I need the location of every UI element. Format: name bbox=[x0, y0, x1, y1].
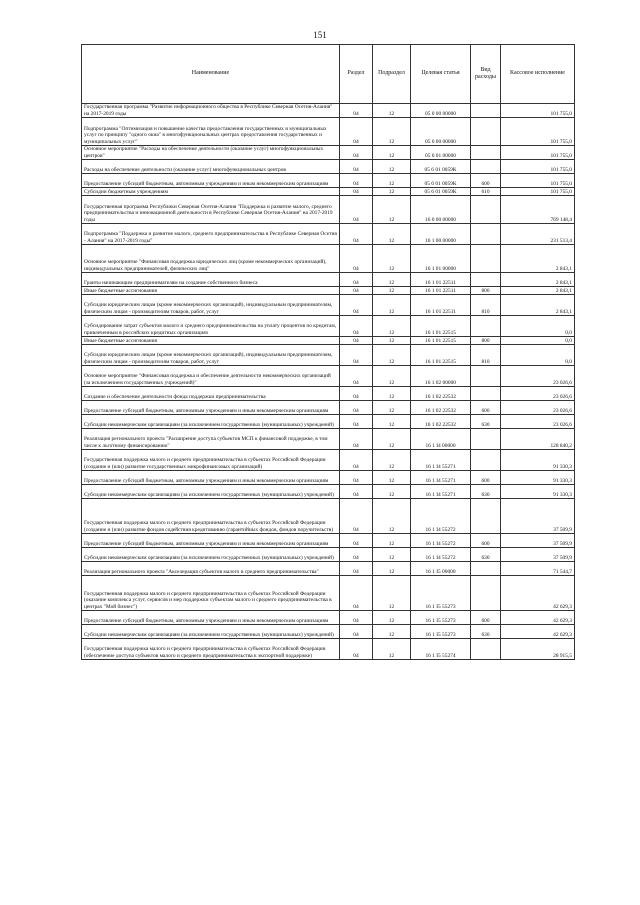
table-row bbox=[82, 224, 575, 245]
table-row bbox=[82, 548, 575, 562]
cell-target: 16 1 01 22515 bbox=[411, 316, 471, 337]
cell-subsection: 12 bbox=[373, 196, 411, 224]
cell-name: Предоставление субсидий бюджетным, автономным учреждениям и иным некоммерческим организациям bbox=[82, 534, 340, 548]
cell-amount: 0,0 bbox=[501, 337, 575, 345]
cell-name: Иные бюджетные ассигнования bbox=[82, 337, 340, 345]
cell-section: 04 bbox=[340, 387, 373, 401]
table-row bbox=[82, 534, 575, 548]
cell-subsection: 12 bbox=[373, 273, 411, 287]
cell-name: Предоставление субсидий бюджетным, автономным учреждениям и иным некоммерческим организациям bbox=[82, 611, 340, 625]
header-expense-type: Вид расходы bbox=[471, 45, 501, 104]
cell-section: 04 bbox=[340, 485, 373, 499]
cell-target: 16 1 I5 55274 bbox=[411, 639, 471, 660]
cell-target: 16 1 02 22532 bbox=[411, 415, 471, 429]
cell-target: 16 1 I4 55272 bbox=[411, 534, 471, 548]
cell-expense-type: 600 bbox=[471, 174, 501, 188]
cell-name: Реализация регионального проекта "Расширение доступа субъектов МСП к финансовой поддержке, в том числе к льготному финансированию" bbox=[82, 429, 340, 450]
table-header-row bbox=[82, 45, 575, 104]
cell-section: 04 bbox=[340, 196, 373, 224]
cell-target: 16 1 01 22511 bbox=[411, 287, 471, 295]
table-row bbox=[82, 499, 575, 534]
cell-section: 04 bbox=[340, 401, 373, 415]
table-row bbox=[82, 625, 575, 639]
cell-target: 16 1 I5 55273 bbox=[411, 611, 471, 625]
cell-target: 16 1 I4 00000 bbox=[411, 429, 471, 450]
cell-name: Государственная поддержка малого и среднего предпринимательства в субъектах Российской Федерации (создание и (или) развитие государственных микрофинансовых организаций) bbox=[82, 450, 340, 471]
cell-section: 04 bbox=[340, 337, 373, 345]
cell-expense-type bbox=[471, 387, 501, 401]
cell-target: 05 6 01 00000 bbox=[411, 146, 471, 160]
cell-amount: 101 755,0 bbox=[501, 146, 575, 160]
cell-amount: 101 755,0 bbox=[501, 104, 575, 118]
cell-amount: 37 509,9 bbox=[501, 548, 575, 562]
cell-expense-type bbox=[471, 366, 501, 387]
cell-amount: 42 629,3 bbox=[501, 625, 575, 639]
cell-amount: 101 755,0 bbox=[501, 118, 575, 146]
cell-amount: 91 330,3 bbox=[501, 471, 575, 485]
cell-section: 04 bbox=[340, 245, 373, 273]
cell-expense-type bbox=[471, 639, 501, 660]
cell-subsection: 12 bbox=[373, 160, 411, 174]
cell-amount: 2 843,1 bbox=[501, 295, 575, 316]
cell-section: 04 bbox=[340, 104, 373, 118]
cell-subsection: 12 bbox=[373, 316, 411, 337]
cell-name: Расходы на обеспечение деятельности (оказание услуг) многофункциональных центров bbox=[82, 160, 340, 174]
cell-expense-type bbox=[471, 562, 501, 576]
cell-subsection: 12 bbox=[373, 295, 411, 316]
cell-section: 04 bbox=[340, 118, 373, 146]
cell-expense-type bbox=[471, 316, 501, 337]
cell-section: 04 bbox=[340, 366, 373, 387]
table-row bbox=[82, 160, 575, 174]
cell-name: Гранты начинающим предпринимателям на создание собственного бизнеса bbox=[82, 273, 340, 287]
cell-section: 04 bbox=[340, 415, 373, 429]
cell-expense-type bbox=[471, 224, 501, 245]
cell-section: 04 bbox=[340, 450, 373, 471]
cell-expense-type bbox=[471, 104, 501, 118]
table-row bbox=[82, 146, 575, 160]
table-row bbox=[82, 118, 575, 146]
cell-target: 16 1 01 22511 bbox=[411, 295, 471, 316]
cell-subsection: 12 bbox=[373, 485, 411, 499]
cell-name: Реализация регионального проекта "Акселерация субъектов малого и среднего предпринимательства" bbox=[82, 562, 340, 576]
cell-section: 04 bbox=[340, 188, 373, 196]
cell-target: 16 1 I4 55271 bbox=[411, 450, 471, 471]
cell-expense-type bbox=[471, 196, 501, 224]
cell-target: 16 1 02 22532 bbox=[411, 401, 471, 415]
table-row bbox=[82, 387, 575, 401]
header-section: Раздел bbox=[340, 45, 373, 104]
cell-target: 16 1 I4 55271 bbox=[411, 485, 471, 499]
table-row bbox=[82, 196, 575, 224]
cell-amount: 769 148,4 bbox=[501, 196, 575, 224]
header-subsection: Подраздел bbox=[373, 45, 411, 104]
cell-expense-type: 630 bbox=[471, 625, 501, 639]
header-name: Наименование bbox=[82, 45, 340, 104]
cell-name: Субсидии юридическим лицам (кроме некоммерческих организаций), индивидуальным предпринимателям, физическим лицам - производителям товаров, работ, услуг bbox=[82, 295, 340, 316]
cell-section: 04 bbox=[340, 562, 373, 576]
cell-expense-type: 810 bbox=[471, 295, 501, 316]
cell-subsection: 12 bbox=[373, 611, 411, 625]
cell-target: 05 0 00 00000 bbox=[411, 104, 471, 118]
cell-target: 16 1 02 22532 bbox=[411, 387, 471, 401]
cell-expense-type: 600 bbox=[471, 534, 501, 548]
cell-target: 16 1 01 22515 bbox=[411, 345, 471, 366]
cell-section: 04 bbox=[340, 174, 373, 188]
table-row bbox=[82, 188, 575, 196]
cell-expense-type bbox=[471, 429, 501, 450]
table-row bbox=[82, 471, 575, 485]
cell-subsection: 12 bbox=[373, 118, 411, 146]
cell-amount: 23 026,6 bbox=[501, 366, 575, 387]
table-row bbox=[82, 273, 575, 287]
cell-expense-type bbox=[471, 499, 501, 534]
cell-section: 04 bbox=[340, 548, 373, 562]
cell-subsection: 12 bbox=[373, 345, 411, 366]
cell-target: 16 1 I4 55272 bbox=[411, 548, 471, 562]
table-row bbox=[82, 415, 575, 429]
cell-expense-type: 810 bbox=[471, 345, 501, 366]
cell-expense-type bbox=[471, 245, 501, 273]
cell-name: Предоставление субсидий бюджетным, автономным учреждениям и иным некоммерческим организациям bbox=[82, 471, 340, 485]
header-amount: Кассовое исполнение bbox=[501, 45, 575, 104]
cell-subsection: 12 bbox=[373, 188, 411, 196]
cell-amount: 2 843,1 bbox=[501, 273, 575, 287]
cell-amount: 231 513,4 bbox=[501, 224, 575, 245]
cell-amount: 42 629,3 bbox=[501, 611, 575, 625]
cell-subsection: 12 bbox=[373, 337, 411, 345]
cell-expense-type: 630 bbox=[471, 415, 501, 429]
cell-expense-type bbox=[471, 118, 501, 146]
cell-expense-type bbox=[471, 273, 501, 287]
cell-target: 16 0 00 00000 bbox=[411, 196, 471, 224]
cell-subsection: 12 bbox=[373, 287, 411, 295]
cell-name: Иные бюджетные ассигнования bbox=[82, 287, 340, 295]
table-row bbox=[82, 287, 575, 295]
cell-section: 04 bbox=[340, 316, 373, 337]
cell-amount: 23 026,6 bbox=[501, 387, 575, 401]
cell-name: Создание и обеспечение деятельности фонда поддержки предпринимательства bbox=[82, 387, 340, 401]
cell-name: Субсидии некоммерческим организациям (за исключением государственных (муниципальных) учреждений) bbox=[82, 548, 340, 562]
cell-name: Субсидирование затрат субъектов малого и среднего предпринимательства на уплату процентов по кредитам, привлеченным в российских кредитных организациях bbox=[82, 316, 340, 337]
cell-name: Основное мероприятие "Финансовая поддержка юридических лиц (кроме некоммерческих организаций), индивидуальных предпринимателей, физических лиц" bbox=[82, 245, 340, 273]
cell-amount: 37 509,9 bbox=[501, 534, 575, 548]
cell-subsection: 12 bbox=[373, 245, 411, 273]
cell-subsection: 12 bbox=[373, 415, 411, 429]
cell-name: Государственная поддержка малого и среднего предпринимательства в субъектах Российской Федерации (обеспечение доступа субъектов малого и среднего предпринимательства к экспортной поддержке) bbox=[82, 639, 340, 660]
cell-expense-type: 600 bbox=[471, 611, 501, 625]
cell-expense-type: 600 bbox=[471, 471, 501, 485]
cell-name: Предоставление субсидий бюджетным, автономным учреждениям и иным некоммерческим организациям bbox=[82, 174, 340, 188]
cell-amount: 0,0 bbox=[501, 345, 575, 366]
cell-subsection: 12 bbox=[373, 174, 411, 188]
cell-subsection: 12 bbox=[373, 639, 411, 660]
table-row bbox=[82, 366, 575, 387]
cell-target: 16 1 01 22515 bbox=[411, 337, 471, 345]
cell-amount: 37 509,9 bbox=[501, 499, 575, 534]
cell-amount: 101 755,0 bbox=[501, 174, 575, 188]
cell-amount: 91 330,3 bbox=[501, 485, 575, 499]
cell-target: 16 1 00 00000 bbox=[411, 224, 471, 245]
cell-expense-type: 630 bbox=[471, 548, 501, 562]
cell-name: Субсидии некоммерческим организациям (за исключением государственных (муниципальных) учреждений) bbox=[82, 485, 340, 499]
cell-target: 05 6 01 0059К bbox=[411, 160, 471, 174]
cell-name: Государственная программа Республики Северная Осетия-Алания "Поддержка и развитие малого, среднего предпринимательства и инновационной деятельности в Республике Северная Осетия-Алания" на 2017-2019 годы bbox=[82, 196, 340, 224]
table-row bbox=[82, 401, 575, 415]
cell-expense-type: 600 bbox=[471, 401, 501, 415]
cell-section: 04 bbox=[340, 273, 373, 287]
cell-name: Подпрограмма "Оптимизация и повышение качества предоставления государственных и муниципальных услуг по принципу "одного окна" в многофункциональных центрах предоставления государственных и муниципальных услуг" bbox=[82, 118, 340, 146]
cell-amount: 0,0 bbox=[501, 316, 575, 337]
table-row bbox=[82, 245, 575, 273]
cell-expense-type: 800 bbox=[471, 337, 501, 345]
cell-subsection: 12 bbox=[373, 366, 411, 387]
table-row bbox=[82, 429, 575, 450]
cell-expense-type bbox=[471, 576, 501, 611]
cell-name: Государственная поддержка малого и среднего предпринимательства в субъектах Российской Федерации (оказание комплекса услуг, сервисов и мер поддержки субъектам малого и среднего предпринимательства в центрах "Мой бизнес") bbox=[82, 576, 340, 611]
cell-section: 04 bbox=[340, 345, 373, 366]
cell-name: Субсидии юридическим лицам (кроме некоммерческих организаций), индивидуальным предпринимателям, физическим лицам - производителям товаров, работ, услуг bbox=[82, 345, 340, 366]
cell-name: Государственная программа "Развитие информационного общества в Республике Северная Осетия-Алания" на 2017-2019 годы bbox=[82, 104, 340, 118]
cell-target: 05 6 01 0059К bbox=[411, 188, 471, 196]
table-row bbox=[82, 345, 575, 366]
cell-amount: 71 544,7 bbox=[501, 562, 575, 576]
cell-expense-type: 800 bbox=[471, 287, 501, 295]
cell-section: 04 bbox=[340, 429, 373, 450]
cell-section: 04 bbox=[340, 287, 373, 295]
cell-subsection: 12 bbox=[373, 576, 411, 611]
cell-section: 04 bbox=[340, 224, 373, 245]
cell-subsection: 12 bbox=[373, 562, 411, 576]
cell-amount: 42 629,3 bbox=[501, 576, 575, 611]
table-row bbox=[82, 295, 575, 316]
table-row bbox=[82, 174, 575, 188]
cell-amount: 2 843,1 bbox=[501, 245, 575, 273]
cell-target: 05 6 01 0059К bbox=[411, 174, 471, 188]
cell-subsection: 12 bbox=[373, 429, 411, 450]
cell-section: 04 bbox=[340, 499, 373, 534]
cell-expense-type bbox=[471, 146, 501, 160]
header-target: Целевая статья bbox=[411, 45, 471, 104]
cell-name: Подпрограмма "Поддержка и развитие малого, среднего предпринимательства в Республике Северная Осетия - Алания" на 2017-2019 годы" bbox=[82, 224, 340, 245]
cell-target: 16 1 I4 55272 bbox=[411, 499, 471, 534]
cell-expense-type: 630 bbox=[471, 485, 501, 499]
cell-subsection: 12 bbox=[373, 104, 411, 118]
cell-target: 16 1 I5 00000 bbox=[411, 562, 471, 576]
cell-section: 04 bbox=[340, 639, 373, 660]
cell-amount: 23 026,6 bbox=[501, 401, 575, 415]
cell-section: 04 bbox=[340, 611, 373, 625]
cell-subsection: 12 bbox=[373, 471, 411, 485]
cell-subsection: 12 bbox=[373, 450, 411, 471]
cell-subsection: 12 bbox=[373, 387, 411, 401]
cell-subsection: 12 bbox=[373, 499, 411, 534]
cell-section: 04 bbox=[340, 625, 373, 639]
table-row bbox=[82, 576, 575, 611]
cell-section: 04 bbox=[340, 160, 373, 174]
cell-subsection: 12 bbox=[373, 625, 411, 639]
cell-expense-type: 610 bbox=[471, 188, 501, 196]
cell-subsection: 12 bbox=[373, 146, 411, 160]
table-row bbox=[82, 337, 575, 345]
cell-name: Субсидии некоммерческим организациям (за исключением государственных (муниципальных) учреждений) bbox=[82, 415, 340, 429]
cell-name: Предоставление субсидий бюджетным, автономным учреждениям и иным некоммерческим организациям bbox=[82, 401, 340, 415]
cell-name: Основное мероприятие "Расходы на обеспечение деятельности (оказание услуг) многофункциональных центров" bbox=[82, 146, 340, 160]
cell-amount: 128 840,2 bbox=[501, 429, 575, 450]
table-row bbox=[82, 639, 575, 660]
cell-target: 16 1 02 00000 bbox=[411, 366, 471, 387]
cell-subsection: 12 bbox=[373, 548, 411, 562]
cell-name: Государственная поддержка малого и среднего предпринимательства в субъектах Российской Федерации (создание и (или) развитие фондов содействия кредитованию (гарантийных фондов, фондов поручительств) bbox=[82, 499, 340, 534]
cell-amount: 91 330,3 bbox=[501, 450, 575, 471]
cell-target: 16 1 I5 55273 bbox=[411, 576, 471, 611]
cell-name: Основное мероприятие "Финансовая поддержка и обеспечение деятельности некоммерческих организаций (за исключением государственных учреждений)" bbox=[82, 366, 340, 387]
budget-table bbox=[81, 44, 575, 660]
table-row bbox=[82, 485, 575, 499]
cell-expense-type bbox=[471, 160, 501, 174]
cell-amount: 23 026,6 bbox=[501, 415, 575, 429]
table-row bbox=[82, 450, 575, 471]
cell-expense-type bbox=[471, 450, 501, 471]
cell-section: 04 bbox=[340, 534, 373, 548]
page-number: 151 bbox=[313, 30, 327, 40]
cell-section: 04 bbox=[340, 295, 373, 316]
cell-subsection: 12 bbox=[373, 534, 411, 548]
cell-target: 16 1 01 22511 bbox=[411, 273, 471, 287]
cell-amount: 28 915,5 bbox=[501, 639, 575, 660]
cell-amount: 101 755,0 bbox=[501, 160, 575, 174]
cell-name: Субсидии некоммерческим организациям (за исключением государственных (муниципальных) учреждений) bbox=[82, 625, 340, 639]
cell-amount: 101 755,0 bbox=[501, 188, 575, 196]
cell-target: 16 1 I4 55271 bbox=[411, 471, 471, 485]
table-row bbox=[82, 316, 575, 337]
cell-target: 16 1 I5 55273 bbox=[411, 625, 471, 639]
cell-target: 05 6 00 00000 bbox=[411, 118, 471, 146]
cell-name: Субсидии бюджетным учреждениям bbox=[82, 188, 340, 196]
table-row bbox=[82, 562, 575, 576]
cell-subsection: 12 bbox=[373, 401, 411, 415]
cell-amount: 2 843,1 bbox=[501, 287, 575, 295]
cell-subsection: 12 bbox=[373, 224, 411, 245]
table-row bbox=[82, 104, 575, 118]
cell-target: 16 1 01 00000 bbox=[411, 245, 471, 273]
cell-section: 04 bbox=[340, 576, 373, 611]
table-row bbox=[82, 611, 575, 625]
cell-section: 04 bbox=[340, 146, 373, 160]
cell-section: 04 bbox=[340, 471, 373, 485]
